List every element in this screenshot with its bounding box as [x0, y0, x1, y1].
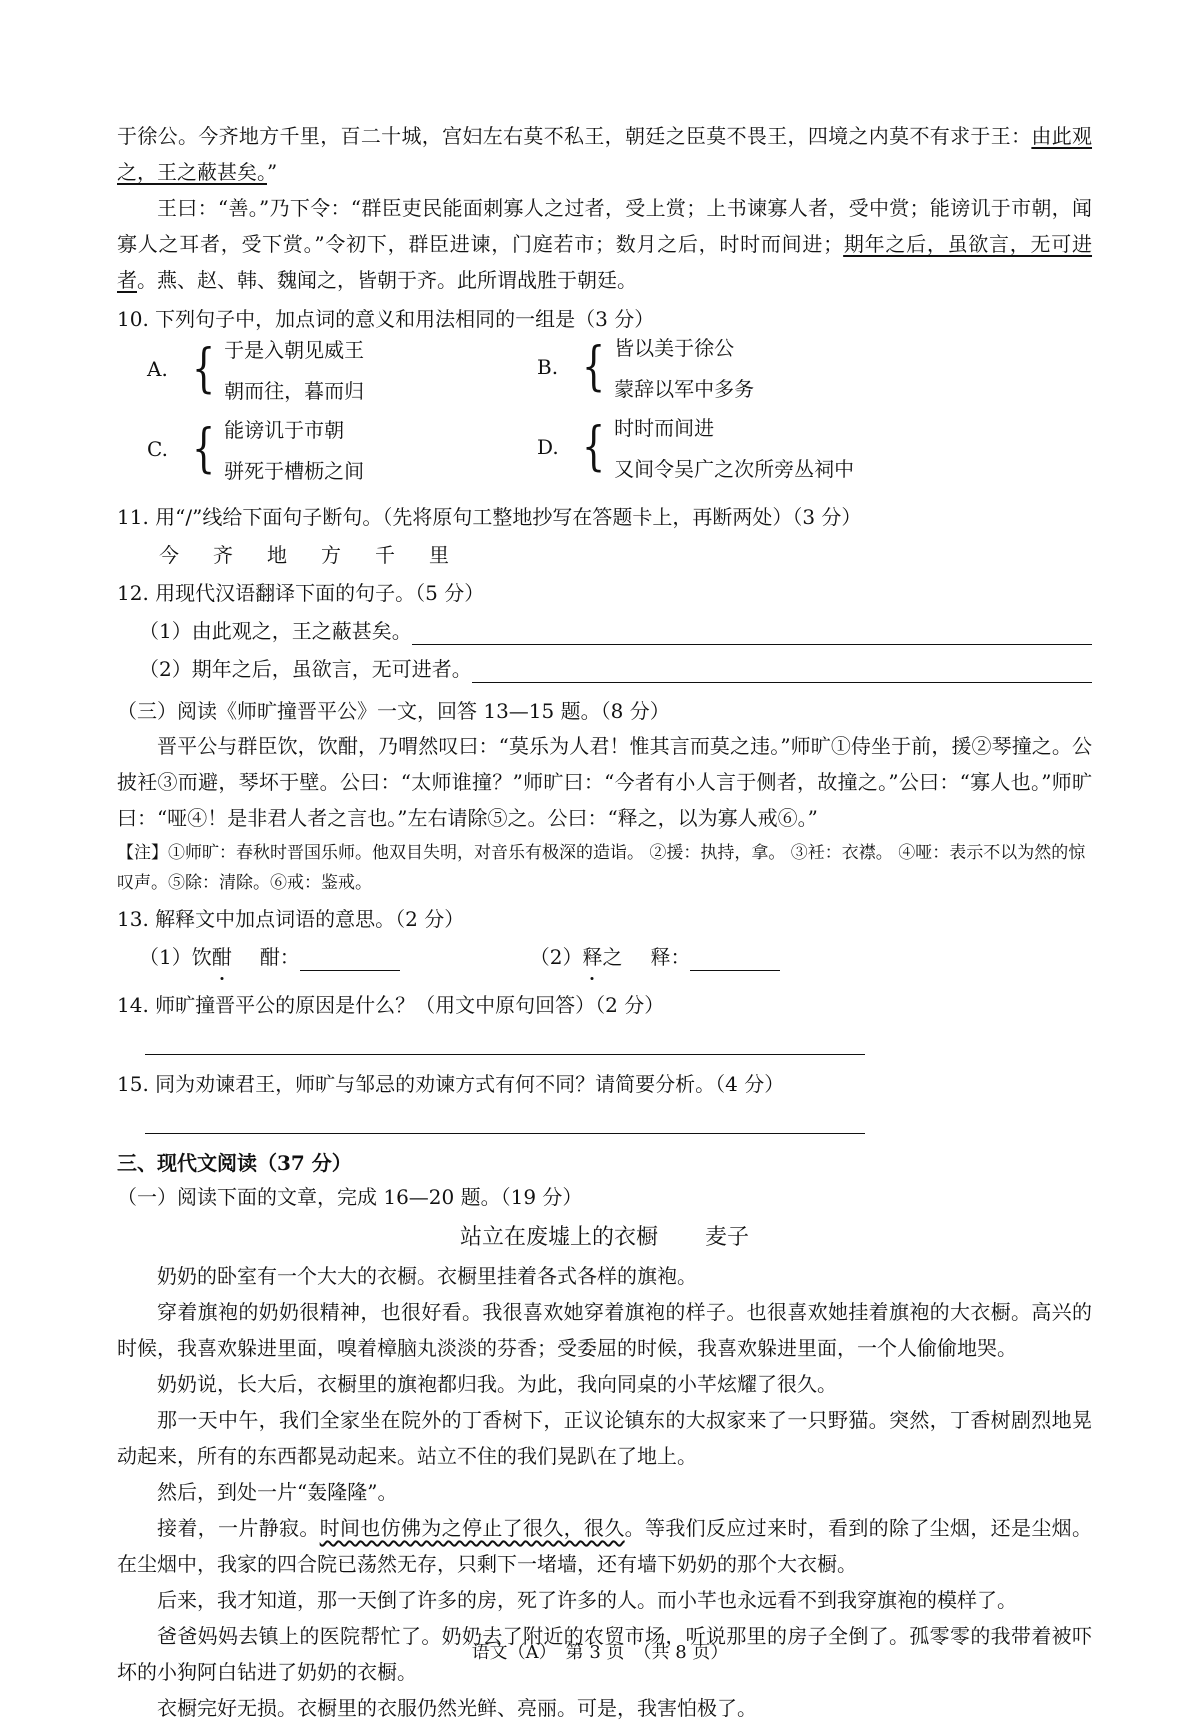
passage-paragraph-1	[117, 118, 1092, 190]
option-a[interactable]: A. { 于是入朝见威王 朝而往，暮而归	[147, 338, 365, 403]
brace-icon: {	[581, 337, 606, 397]
passage-text: ”	[267, 160, 278, 184]
part-3-passage: 晋平公与群臣饮，饮酣，乃喟然叹曰：“莫乐为人君！惟其言而莫之违。”师旷①侍坐于前，援②琴撞之。公披衽③而避，琴坏于壁。公曰：“太师谁撞？”师旷曰：“今者有小人言于侧者，故撞之。”公曰：“寡人也。”师旷曰：“哑④！是非君人者之言也。”左右请除⑤之。公曰：“释之，以为寡人戒⑥。”	[117, 734, 1092, 830]
question-12-stem: 12. 用现代汉语翻译下面的句子。（5 分）	[117, 581, 485, 605]
option-b[interactable]: B. { 皆以美于徐公 蒙辞以军中多务	[537, 336, 755, 401]
article-author: 麦子	[705, 1225, 750, 1250]
brace-icon: {	[191, 339, 216, 399]
answer-line[interactable]	[145, 1101, 865, 1134]
option-c[interactable]: C. { 能谤讥于市朝 骈死于槽枥之间	[147, 418, 365, 483]
underlined-sentence: 期年之后，虽欲言，无可进者	[117, 232, 1093, 292]
article-paragraph: 后来，我才知道，那一天倒了许多的房，死了许多的人。而小芊也永远看不到我穿旗袍的模样了。	[157, 1588, 1017, 1612]
underlined-sentence: 由此观之，王之蔽甚矣。	[117, 124, 1093, 184]
article-paragraph: 奶奶说，长大后，衣橱里的旗袍都归我。为此，我向同桌的小芊炫耀了很久。	[157, 1372, 837, 1396]
part-3-heading: （三）阅读《师旷撞晋平公》一文，回答 13—15 题。（8 分）	[117, 699, 670, 723]
question-11-sentence: 今 齐 地 方 千 里	[159, 543, 449, 567]
article-paragraph: 衣橱完好无损。衣橱里的衣服仍然光鲜、亮丽。可是，我害怕极了。	[157, 1696, 757, 1720]
question-13-items: （1）饮 酣 酣： （2） 释 之 释：	[117, 940, 1092, 974]
article-paragraph: 穿着旗袍的奶奶很精神，也很好看。我很喜欢她穿着旗袍的样子。也很喜欢她挂着旗袍的大衣橱。高兴的时候，我喜欢躲进里面，嗅着樟脑丸淡淡的芬香；受委屈的时候，我喜欢躲进里面，一个人偷偷地哭。	[117, 1300, 1092, 1360]
question-10-options-ab	[117, 336, 1092, 416]
answer-blank[interactable]	[690, 944, 780, 971]
page-footer: 语文（A） 第 3 页 （共 8 页）	[471, 1642, 729, 1663]
wavy-underlined-sentence: 时间也仿佛为之停止了很久，很久	[319, 1516, 625, 1540]
question-12-item-2: （2）期年之后，虽欲言，无可进者。	[117, 652, 1092, 686]
article-paragraph: 奶奶的卧室有一个大大的衣橱。衣橱里挂着各式各样的旗袍。	[157, 1264, 697, 1288]
passage-text: 。燕、赵、韩、魏闻之，皆朝于齐。此所谓战胜于朝廷。	[137, 268, 637, 292]
brace-icon: {	[191, 419, 216, 479]
passage-paragraph-2	[117, 190, 1092, 298]
article-paragraph: 那一天中午，我们全家坐在院外的丁香树下，正议论镇东的大叔家来了一只野猫。突然，丁香树剧烈地晃动起来，所有的东西都晃动起来。站立不住的我们晃趴在了地上。	[117, 1408, 1092, 1468]
section-3-subheading: （一）阅读下面的文章，完成 16—20 题。（19 分）	[117, 1185, 583, 1209]
passage-text: 王曰：“善。”乃下令：“群臣吏民能面刺寡人之过者，受上赏；上书谏寡人者，受中赏；能谤讥于市朝，闻寡人之耳者，受下赏。”令初下，群臣进谏，门庭若市；数月之后，时时而间进；	[117, 196, 1092, 256]
question-11-stem: 11. 用“/”线给下面句子断句。（先将原句工整地抄写在答题卡上，再断两处）（3 分）	[117, 505, 862, 529]
passage-text: 于徐公。今齐地方千里，百二十城，宫妇左右莫不私王，朝廷之臣莫不畏王，四境之内莫不有求于王：	[117, 124, 1032, 148]
section-3-heading: 三、现代文阅读（37 分）	[117, 1151, 352, 1175]
option-d[interactable]: D. { 时时而间进 又间令吴广之次所旁丛祠中	[537, 416, 855, 481]
answer-blank[interactable]	[300, 944, 400, 971]
answer-line[interactable]	[145, 1022, 865, 1055]
part-3-notes: 【注】①师旷：春秋时晋国乐师。他双目失明，对音乐有极深的造诣。 ②援：执持，拿。 ③衽：衣襟。 ④哑：表示不以为然的惊叹声。⑤除：清除。⑥戒：鉴戒。	[117, 843, 1086, 893]
article-title: 站立在废墟上的衣橱 麦子	[459, 1225, 750, 1250]
question-13-stem: 13. 解释文中加点词语的意思。（2 分）	[117, 907, 465, 931]
question-12-item-1: （1）由此观之，王之蔽甚矣。	[117, 614, 1092, 648]
brace-icon: {	[581, 417, 606, 477]
exam-page	[117, 118, 1092, 1726]
question-14-stem: 14. 师旷撞晋平公的原因是什么？（用文中原句回答）（2 分）	[117, 993, 665, 1017]
article-paragraph: 然后，到处一片“轰隆隆”。	[157, 1480, 398, 1504]
question-15-stem: 15. 同为劝谏君王，师旷与邹忌的劝谏方式有何不同？请简要分析。（4 分）	[117, 1072, 785, 1096]
article-paragraph: 爸爸妈妈去镇上的医院帮忙了。奶奶去了附近的农贸市场，听说那里的房子全倒了。孤零零的我带着被吓坏的小狗阿白钻进了奶奶的衣橱。	[117, 1624, 1092, 1684]
question-10-stem: 10. 下列句子中，加点词的意义和用法相同的一组是（3 分）	[117, 307, 655, 331]
article-paragraph: 接着，一片静寂。时间也仿佛为之停止了很久，很久。等我们反应过来时，看到的除了尘烟，还是尘烟。在尘烟中，我家的四合院已荡然无存，只剩下一堵墙，还有墙下奶奶的那个大衣橱。	[117, 1516, 1093, 1576]
answer-line[interactable]	[472, 656, 1092, 683]
question-10-options-cd	[117, 416, 1092, 496]
answer-line[interactable]	[412, 618, 1092, 645]
